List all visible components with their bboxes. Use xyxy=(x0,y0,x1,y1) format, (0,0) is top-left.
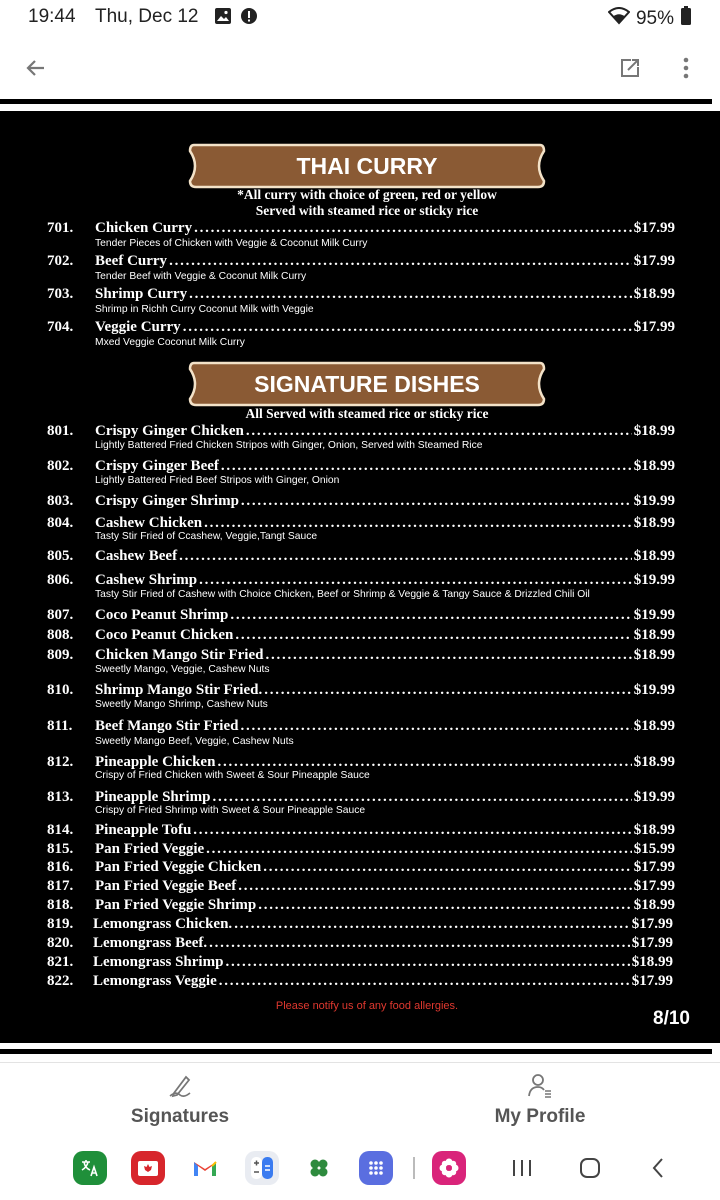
item-description: Tasty Stir Fried of Ccashew, Veggie,Tangt Sauce xyxy=(95,531,318,542)
item-price: $18.99 xyxy=(633,718,675,734)
item-name: Chicken Curry xyxy=(95,220,193,236)
item-name: Beef Curry xyxy=(95,253,168,269)
item-name: Chicken Mango Stir Fried xyxy=(95,647,264,663)
status-bar xyxy=(0,0,720,36)
item-name: Lemongrass Veggie xyxy=(93,973,217,989)
item-description: Lightly Battered Fried Chicken Stripos with Ginger, Onion, Served with Steamed Rice xyxy=(95,440,483,451)
item-price: $17.99 xyxy=(633,220,675,236)
item-name: Pan Fried Veggie Shrimp xyxy=(95,897,257,913)
gmail-icon[interactable] xyxy=(188,1151,222,1185)
item-name: Beef Mango Stir Fried xyxy=(95,718,239,734)
item-number: 704. xyxy=(47,319,74,335)
item-price: $18.99 xyxy=(633,286,675,302)
item-number: 819. xyxy=(47,916,74,932)
open-external-icon xyxy=(618,56,642,80)
item-number: 807. xyxy=(47,607,74,623)
item-price: $17.99 xyxy=(631,973,673,989)
item-price: $15.99 xyxy=(633,841,675,857)
item-price: $19.99 xyxy=(633,493,675,509)
item-description: Crispy of Fried Shrimp with Sweet & Sour Pineapple Sauce xyxy=(95,805,366,816)
item-number: 810. xyxy=(47,682,74,698)
home-icon xyxy=(578,1156,602,1180)
item-price: $18.99 xyxy=(633,458,675,474)
app-drawer-icon[interactable] xyxy=(359,1151,393,1185)
item-price: $19.99 xyxy=(633,682,675,698)
wifi-icon xyxy=(608,7,630,31)
recents-button[interactable] xyxy=(505,1153,539,1183)
item-price: $18.99 xyxy=(633,423,675,439)
item-name: Pineapple Tofu xyxy=(95,822,192,838)
image-icon xyxy=(214,7,232,31)
item-number: 815. xyxy=(47,841,74,857)
item-name: Shrimp Curry xyxy=(95,286,188,302)
system-navigation-bar xyxy=(0,1143,720,1200)
flower-app-icon[interactable] xyxy=(432,1151,466,1185)
item-description: Sweetly Mango Shrimp, Cashew Nuts xyxy=(95,699,268,710)
bottom-navigation xyxy=(0,1062,720,1142)
item-price: $18.99 xyxy=(633,647,675,663)
item-price: $18.99 xyxy=(631,954,673,970)
item-name: Lemongrass Beef. xyxy=(93,935,208,951)
item-number: 814. xyxy=(47,822,74,838)
item-name: Pan Fried Veggie Chicken xyxy=(95,859,262,875)
home-button[interactable] xyxy=(573,1153,607,1183)
item-number: 811. xyxy=(47,718,73,734)
item-description: Crispy of Fried Chicken with Sweet & Sour Pineapple Sauce xyxy=(95,770,370,781)
item-number: 809. xyxy=(47,647,74,663)
item-number: 816. xyxy=(47,859,74,875)
recents-icon xyxy=(511,1158,533,1178)
item-name: Cashew Shrimp xyxy=(95,572,198,588)
item-name: Cashew Beef xyxy=(95,548,178,564)
tab-signatures[interactable] xyxy=(0,1063,360,1141)
item-description: Lightly Battered Fried Beef Stripos with Ginger, Onion xyxy=(95,475,340,486)
item-price: $17.99 xyxy=(631,916,673,932)
more-vert-icon xyxy=(682,56,690,80)
section-note: All Served with steamed rice or sticky rice xyxy=(245,406,489,421)
canada-app-icon[interactable] xyxy=(131,1151,165,1185)
item-price: $18.99 xyxy=(633,548,675,564)
item-price: $17.99 xyxy=(631,935,673,951)
menu-page[interactable] xyxy=(0,111,720,1043)
item-name: Crispy Ginger Beef xyxy=(95,458,219,474)
item-number: 806. xyxy=(47,572,74,588)
item-name: Shrimp Mango Stir Fried. xyxy=(95,682,263,698)
signature-pen-icon xyxy=(166,1071,194,1099)
item-number: 805. xyxy=(47,548,74,564)
item-description: Tender Beef with Veggie & Coconut Milk Curry xyxy=(95,271,307,282)
back-arrow-icon xyxy=(24,56,48,80)
item-name: Veggie Curry xyxy=(95,319,181,335)
item-number: 817. xyxy=(47,878,74,894)
item-name: Lemongrass Shrimp xyxy=(93,954,224,970)
open-external-button[interactable] xyxy=(612,50,648,86)
allergy-note: Please notify us of any food allergies. xyxy=(275,1000,459,1012)
item-number: 820. xyxy=(47,935,74,951)
app-bar xyxy=(0,36,720,100)
item-price: $18.99 xyxy=(633,822,675,838)
battery-icon xyxy=(680,6,692,32)
item-number: 702. xyxy=(47,253,74,269)
tab-label: Signatures xyxy=(130,1106,230,1127)
item-name: Pan Fried Veggie Beef xyxy=(95,878,237,894)
profile-icon xyxy=(526,1071,554,1099)
page-indicator: 8/10 xyxy=(653,1008,690,1029)
more-options-button[interactable] xyxy=(668,50,704,86)
alert-icon xyxy=(240,7,258,31)
item-number: 703. xyxy=(47,286,74,302)
tab-label: My Profile xyxy=(494,1106,586,1127)
document-bottom-border xyxy=(0,1049,712,1054)
item-description: Tasty Stir Fried of Cashew with Choice Chicken, Beef or Shrimp & Veggie & Tangy Sauce & Drizzled Chili Oil xyxy=(95,589,590,600)
section-note: *All curry with choice of green, red or yellow xyxy=(237,187,497,202)
item-price: $18.99 xyxy=(633,515,675,531)
item-name: Cashew Chicken xyxy=(95,515,203,531)
item-number: 801. xyxy=(47,423,74,439)
item-name: Pan Fried Veggie xyxy=(95,841,205,857)
item-price: $17.99 xyxy=(633,253,675,269)
item-number: 821. xyxy=(47,954,74,970)
item-number: 701. xyxy=(47,220,74,236)
back-button[interactable] xyxy=(18,50,54,86)
item-number: 812. xyxy=(47,754,74,770)
item-price: $19.99 xyxy=(633,572,675,588)
back-icon xyxy=(650,1156,666,1180)
item-number: 808. xyxy=(47,627,74,643)
section-title: THAI CURRY xyxy=(296,153,438,179)
clover-app-icon[interactable] xyxy=(302,1151,336,1185)
battery-level: 95% xyxy=(635,8,674,29)
item-description: Sweetly Mango, Veggie, Cashew Nuts xyxy=(95,664,270,675)
item-name: Crispy Ginger Chicken xyxy=(95,423,244,439)
item-price: $18.99 xyxy=(633,897,675,913)
section-note: Served with steamed rice or sticky rice xyxy=(255,203,479,218)
item-name: Coco Peanut Chicken xyxy=(95,627,234,643)
item-price: $19.99 xyxy=(633,607,675,623)
item-number: 803. xyxy=(47,493,74,509)
system-back-button[interactable] xyxy=(641,1153,675,1183)
item-price: $17.99 xyxy=(633,859,675,875)
status-date: Thu, Dec 12 xyxy=(95,6,199,27)
item-name: Pineapple Shrimp xyxy=(95,789,211,805)
item-price: $18.99 xyxy=(633,627,675,643)
item-number: 804. xyxy=(47,515,74,531)
item-number: 822. xyxy=(47,973,74,989)
item-description: Shrimp in Richh Curry Coconut Milk with Veggie xyxy=(95,304,314,315)
item-price: $17.99 xyxy=(633,319,675,335)
item-name: Coco Peanut Shrimp xyxy=(95,607,229,623)
item-name: Crispy Ginger Shrimp xyxy=(95,493,239,509)
item-number: 818. xyxy=(47,897,74,913)
calculator-icon[interactable] xyxy=(245,1151,279,1185)
item-price: $18.99 xyxy=(633,754,675,770)
item-description: Sweetly Mango Beef, Veggie, Cashew Nuts xyxy=(95,736,294,747)
item-price: $19.99 xyxy=(633,789,675,805)
item-name: Lemongrass Chicken. xyxy=(93,916,233,932)
item-number: 813. xyxy=(47,789,74,805)
document-top-border xyxy=(0,99,712,104)
item-description: Tender Pieces of Chicken with Veggie & Coconut Milk Curry xyxy=(95,238,368,249)
item-description: Mxed Veggie Coconut Milk Curry xyxy=(95,337,245,348)
status-time: 19:44 xyxy=(28,6,76,27)
dock-divider xyxy=(413,1157,415,1179)
item-price: $17.99 xyxy=(633,878,675,894)
item-number: 802. xyxy=(47,458,74,474)
section-title: SIGNATURE DISHES xyxy=(254,371,480,397)
section-banner-signature-dishes xyxy=(188,361,546,407)
section-banner-thai-curry xyxy=(188,143,546,189)
translate-app-icon[interactable] xyxy=(73,1151,107,1185)
item-name: Pineapple Chicken xyxy=(95,754,216,770)
tab-my-profile[interactable] xyxy=(360,1063,720,1141)
